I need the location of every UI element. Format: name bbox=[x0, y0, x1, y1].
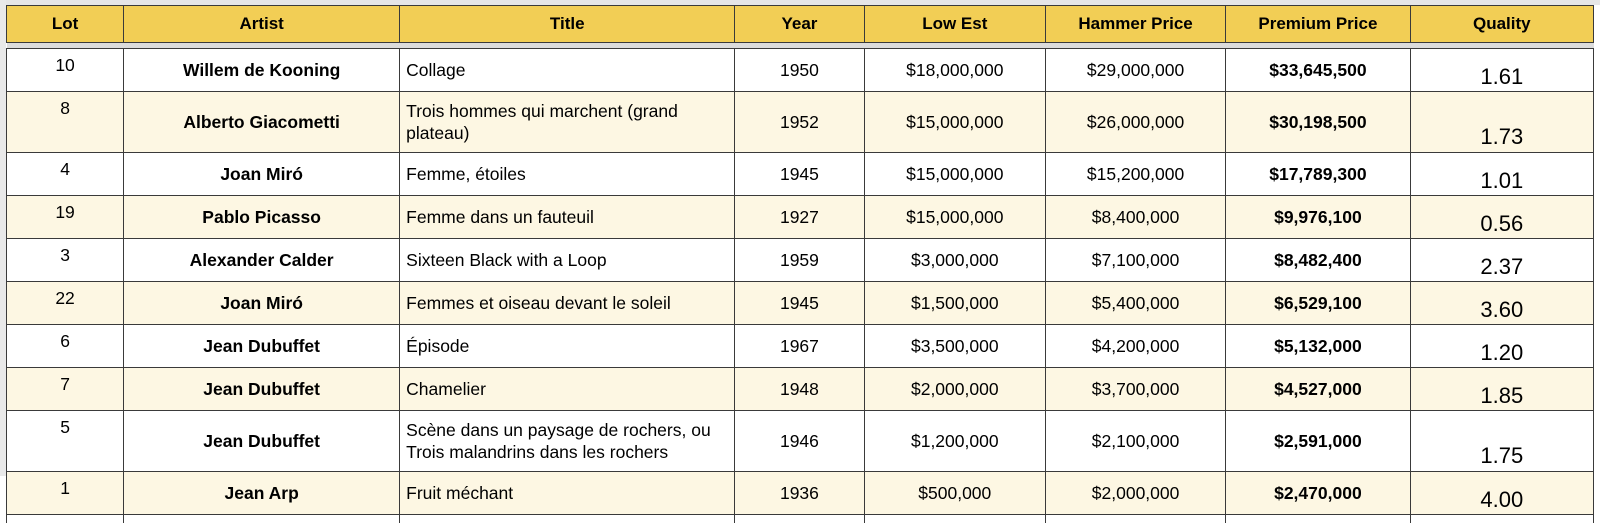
cell-title[interactable]: Femmes et oiseau devant le soleil bbox=[400, 282, 735, 325]
cell-hammer-price[interactable]: $7,100,000 bbox=[1045, 239, 1225, 282]
cell-year[interactable]: 1967 bbox=[735, 325, 864, 368]
cell-quality[interactable]: 2.37 bbox=[1410, 239, 1593, 282]
cell-artist[interactable]: Alberto Giacometti bbox=[124, 92, 400, 153]
cell-low-est[interactable]: $3,500,000 bbox=[864, 325, 1045, 368]
cell-hammer-price[interactable]: $3,700,000 bbox=[1045, 368, 1225, 411]
cell-quality[interactable]: 1.61 bbox=[1410, 49, 1593, 92]
cell-year[interactable]: 1952 bbox=[735, 92, 864, 153]
cell-low-est[interactable]: $3,000,000 bbox=[864, 239, 1045, 282]
cell-premium-price[interactable]: $2,591,000 bbox=[1226, 411, 1410, 472]
table-row bbox=[7, 411, 1594, 472]
cell-low-est[interactable]: $15,000,000 bbox=[864, 92, 1045, 153]
cell-premium-price[interactable]: $9,976,100 bbox=[1226, 196, 1410, 239]
auction-results-table bbox=[6, 5, 1594, 523]
table-row bbox=[7, 49, 1594, 92]
cell-title[interactable]: Sixteen Black with a Loop bbox=[400, 239, 735, 282]
cell-lot[interactable]: 10 bbox=[7, 49, 124, 92]
table-row bbox=[7, 196, 1594, 239]
cell-premium-price[interactable]: $30,198,500 bbox=[1226, 92, 1410, 153]
cell-quality[interactable]: 4.00 bbox=[1410, 472, 1593, 515]
partial-next-row bbox=[7, 515, 1594, 523]
cell-artist[interactable]: Pablo Picasso bbox=[124, 196, 400, 239]
cell-premium-price[interactable]: $6,529,100 bbox=[1226, 282, 1410, 325]
cell-year[interactable]: 1946 bbox=[735, 411, 864, 472]
column-header-year[interactable]: Year bbox=[735, 6, 864, 43]
cell-artist[interactable]: Joan Miró bbox=[124, 282, 400, 325]
cell-low-est[interactable]: $500,000 bbox=[864, 472, 1045, 515]
cell-title[interactable]: Fruit méchant bbox=[400, 472, 735, 515]
cell-title[interactable]: Trois hommes qui marchent (grand plateau) bbox=[400, 92, 735, 153]
column-header-hammer-price[interactable]: Hammer Price bbox=[1045, 6, 1225, 43]
table-row bbox=[7, 368, 1594, 411]
cell-quality[interactable]: 1.85 bbox=[1410, 368, 1593, 411]
cell-year[interactable]: 1959 bbox=[735, 239, 864, 282]
cell-year[interactable]: 1936 bbox=[735, 472, 864, 515]
cell-premium-price[interactable]: $17,789,300 bbox=[1226, 153, 1410, 196]
cell-hammer-price[interactable]: $26,000,000 bbox=[1045, 92, 1225, 153]
cell-hammer-price[interactable]: $29,000,000 bbox=[1045, 49, 1225, 92]
table-row bbox=[7, 282, 1594, 325]
cell-year[interactable]: 1945 bbox=[735, 282, 864, 325]
cell-lot[interactable]: 6 bbox=[7, 325, 124, 368]
cell-low-est[interactable]: $18,000,000 bbox=[864, 49, 1045, 92]
cell-artist[interactable]: Willem de Kooning bbox=[124, 49, 400, 92]
cell-title[interactable]: Scène dans un paysage de rochers, ou Trois malandrins dans les rochers bbox=[400, 411, 735, 472]
cell-hammer-price[interactable]: $2,100,000 bbox=[1045, 411, 1225, 472]
cell-quality[interactable]: 1.01 bbox=[1410, 153, 1593, 196]
cell-hammer-price[interactable]: $2,000,000 bbox=[1045, 472, 1225, 515]
column-header-premium-price[interactable]: Premium Price bbox=[1226, 6, 1410, 43]
empty-cell[interactable] bbox=[1410, 515, 1593, 523]
cell-quality[interactable]: 1.73 bbox=[1410, 92, 1593, 153]
table-row bbox=[7, 239, 1594, 282]
cell-lot[interactable]: 7 bbox=[7, 368, 124, 411]
empty-cell[interactable] bbox=[864, 515, 1045, 523]
cell-title[interactable]: Femme, étoiles bbox=[400, 153, 735, 196]
cell-artist[interactable]: Jean Arp bbox=[124, 472, 400, 515]
cell-low-est[interactable]: $15,000,000 bbox=[864, 153, 1045, 196]
empty-cell[interactable] bbox=[735, 515, 864, 523]
column-header-title[interactable]: Title bbox=[400, 6, 735, 43]
cell-lot[interactable]: 8 bbox=[7, 92, 124, 153]
header-row bbox=[7, 6, 1594, 43]
cell-artist[interactable]: Jean Dubuffet bbox=[124, 368, 400, 411]
empty-cell[interactable] bbox=[124, 515, 400, 523]
cell-lot[interactable]: 19 bbox=[7, 196, 124, 239]
table-row bbox=[7, 153, 1594, 196]
column-header-low-est[interactable]: Low Est bbox=[864, 6, 1045, 43]
cell-quality[interactable]: 1.75 bbox=[1410, 411, 1593, 472]
cell-lot[interactable]: 22 bbox=[7, 282, 124, 325]
cell-lot[interactable]: 4 bbox=[7, 153, 124, 196]
cell-premium-price[interactable]: $5,132,000 bbox=[1226, 325, 1410, 368]
cell-lot[interactable]: 1 bbox=[7, 472, 124, 515]
cell-year[interactable]: 1950 bbox=[735, 49, 864, 92]
cell-quality[interactable]: 1.20 bbox=[1410, 325, 1593, 368]
cell-artist[interactable]: Joan Miró bbox=[124, 153, 400, 196]
cell-low-est[interactable]: $15,000,000 bbox=[864, 196, 1045, 239]
empty-cell[interactable] bbox=[7, 515, 124, 523]
cell-quality[interactable]: 3.60 bbox=[1410, 282, 1593, 325]
cell-premium-price[interactable]: $4,527,000 bbox=[1226, 368, 1410, 411]
cell-quality[interactable]: 0.56 bbox=[1410, 196, 1593, 239]
table-row bbox=[7, 325, 1594, 368]
cell-premium-price[interactable]: $2,470,000 bbox=[1226, 472, 1410, 515]
cell-premium-price[interactable]: $8,482,400 bbox=[1226, 239, 1410, 282]
column-header-quality[interactable]: Quality bbox=[1410, 6, 1593, 43]
cell-title[interactable]: Femme dans un fauteuil bbox=[400, 196, 735, 239]
cell-title[interactable]: Collage bbox=[400, 49, 735, 92]
empty-cell[interactable] bbox=[400, 515, 735, 523]
cell-title[interactable]: Chamelier bbox=[400, 368, 735, 411]
cell-low-est[interactable]: $2,000,000 bbox=[864, 368, 1045, 411]
table-row bbox=[7, 92, 1594, 153]
column-header-lot[interactable]: Lot bbox=[7, 6, 124, 43]
empty-cell[interactable] bbox=[1045, 515, 1225, 523]
column-header-artist[interactable]: Artist bbox=[124, 6, 400, 43]
cell-premium-price[interactable]: $33,645,500 bbox=[1226, 49, 1410, 92]
cell-hammer-price[interactable]: $5,400,000 bbox=[1045, 282, 1225, 325]
cell-artist[interactable]: Jean Dubuffet bbox=[124, 411, 400, 472]
cell-year[interactable]: 1948 bbox=[735, 368, 864, 411]
empty-cell[interactable] bbox=[1226, 515, 1410, 523]
cell-low-est[interactable]: $1,200,000 bbox=[864, 411, 1045, 472]
cell-year[interactable]: 1927 bbox=[735, 196, 864, 239]
cell-low-est[interactable]: $1,500,000 bbox=[864, 282, 1045, 325]
cell-lot[interactable]: 5 bbox=[7, 411, 124, 472]
cell-artist[interactable]: Jean Dubuffet bbox=[124, 325, 400, 368]
cell-hammer-price[interactable]: $8,400,000 bbox=[1045, 196, 1225, 239]
cell-year[interactable]: 1945 bbox=[735, 153, 864, 196]
cell-hammer-price[interactable]: $15,200,000 bbox=[1045, 153, 1225, 196]
cell-lot[interactable]: 3 bbox=[7, 239, 124, 282]
table-row bbox=[7, 472, 1594, 515]
cell-title[interactable]: Épisode bbox=[400, 325, 735, 368]
cell-hammer-price[interactable]: $4,200,000 bbox=[1045, 325, 1225, 368]
cell-artist[interactable]: Alexander Calder bbox=[124, 239, 400, 282]
